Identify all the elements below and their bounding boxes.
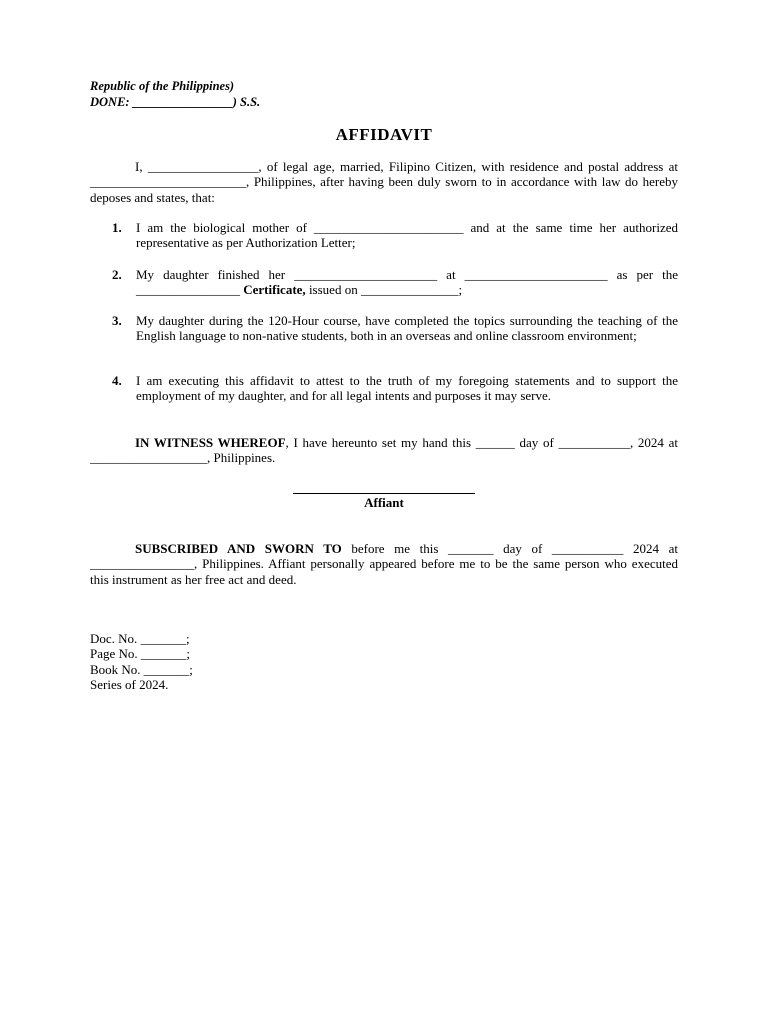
witness-text: , I have hereunto set my hand this ______ day of ___________, 2024 at __________________, Philippines. <box>90 435 678 466</box>
jurat-heading: SUBSCRIBED AND SWORN TO <box>135 541 342 556</box>
notarial-register <box>90 631 193 693</box>
venue-line-republic: Republic of the Philippines) <box>90 79 235 93</box>
witness-heading: IN WITNESS WHEREOF <box>135 435 286 450</box>
item-number: 3. <box>112 313 122 328</box>
item-text <box>136 267 678 298</box>
list-item-2 <box>112 267 678 298</box>
item-text-pre: My daughter finished her ______________________ at ______________________ as per the ________________ <box>136 267 678 298</box>
list-item-3 <box>112 313 678 344</box>
jurat-text: before me this _______ day of ___________ 2024 at ________________, Philippines. Affiant personally appeared before me to be the same person who executed this instrument as her free act and deed. <box>90 541 678 587</box>
list-item-1 <box>112 220 678 251</box>
intro-paragraph: I, _________________, of legal age, married, Filipino Citizen, with residence and postal address at ________________________, Philippines, after having been duly sworn to in accordance with law do hereby deposes and states, that: <box>90 159 678 205</box>
book-no: Book No. _______; <box>90 661 193 677</box>
item-text: I am executing this affidavit to attest to the truth of my foregoing statements and to support the employment of my daughter, and for all legal intents and purposes it may serve. <box>136 373 678 404</box>
item-text: My daughter during the 120-Hour course, have completed the topics surrounding the teaching of the English language to non-native students, both in an overseas and online classroom environment; <box>136 313 678 344</box>
signature-line <box>293 493 475 494</box>
list-item-4 <box>112 373 678 404</box>
item-text-post: issued on _______________; <box>305 282 463 298</box>
item-text: I am the biological mother of _______________________ and at the same time her authorized representative as per Authorization Letter; <box>136 220 678 251</box>
series-year: Series of 2024. <box>90 677 169 693</box>
item-number: 4. <box>112 373 122 388</box>
document-title: AFFIDAVIT <box>335 125 433 144</box>
venue-header <box>90 79 260 110</box>
item-number: 1. <box>112 220 122 235</box>
doc-no: Doc. No. _______; <box>90 631 190 646</box>
item-number: 2. <box>112 267 122 282</box>
witness-paragraph <box>90 435 678 466</box>
jurat-paragraph <box>90 541 678 587</box>
venue-line-done: DONE: ________________) S.S. <box>90 94 261 109</box>
page-no: Page No. _______; <box>90 646 191 662</box>
affiant-label: Affiant <box>364 495 404 510</box>
certificate-label: Certificate, <box>243 282 306 298</box>
